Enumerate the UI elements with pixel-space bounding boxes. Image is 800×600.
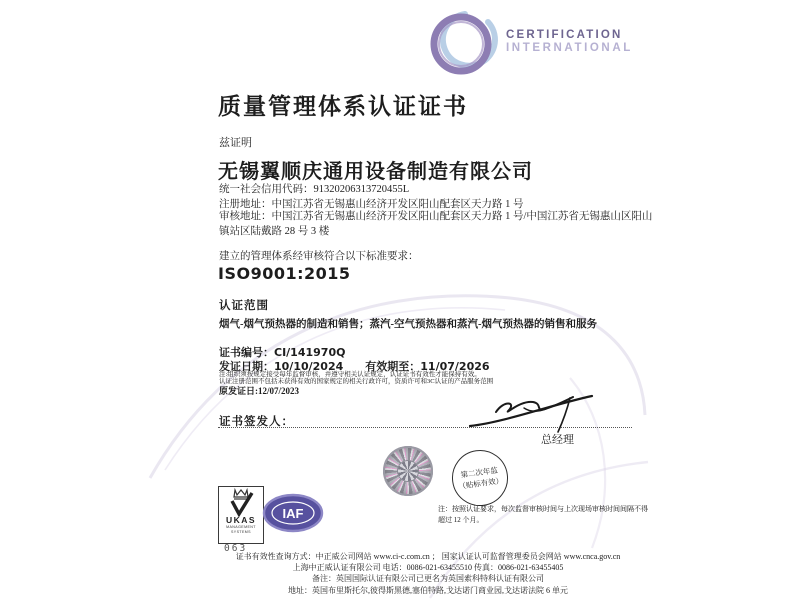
certificate-title: 质量管理体系认证证书 bbox=[218, 94, 468, 119]
cert-no-value: CI/141970Q bbox=[274, 346, 346, 359]
iaf-badge bbox=[262, 493, 324, 533]
hologram-core bbox=[398, 461, 418, 481]
stamp-line1: 第二次年监 bbox=[460, 465, 499, 480]
signer-title: 总经理 bbox=[541, 434, 574, 446]
hologram-sticker-icon bbox=[383, 446, 433, 496]
ukas-crown-check-icon bbox=[224, 487, 258, 517]
supervision-stamp bbox=[448, 446, 511, 509]
issue-date-value: 10/10/2024 bbox=[274, 360, 344, 373]
ukas-sub2: SYSTEMS bbox=[231, 529, 251, 534]
standard-intro: 建立的管理体系经审核符合以下标准要求： bbox=[219, 251, 419, 262]
cert-no-label: 证书编号： bbox=[219, 347, 274, 359]
issue-date-label: 发证日期： bbox=[219, 361, 274, 373]
scope-label: 认证范围 bbox=[219, 300, 269, 312]
credit-code: 统一社会信用代码：91320206313720455L bbox=[219, 184, 410, 195]
logo-line2: INTERNATIONAL bbox=[506, 42, 633, 54]
ukas-badge bbox=[218, 486, 264, 544]
scope-text: 烟气-烟气预热器的制造和销售；蒸汽-空气预热器和蒸汽-烟气预热器的销售和服务 bbox=[219, 319, 597, 330]
ukas-sub1: MANAGEMENT bbox=[226, 525, 256, 529]
ci-logo-ring-icon bbox=[425, 6, 515, 78]
signature-handwriting bbox=[466, 388, 602, 434]
expiry-label: 有效期至： bbox=[365, 361, 421, 373]
ukas-name: UKAS bbox=[225, 515, 257, 525]
certify-label: 兹证明 bbox=[219, 137, 252, 149]
logo-line1: CERTIFICATION bbox=[506, 29, 623, 41]
company-name: 无锡翼顺庆通用设备制造有限公司 bbox=[218, 161, 533, 183]
stamp-line2: （贴标有效） bbox=[457, 475, 504, 492]
footer-block bbox=[148, 551, 708, 596]
issuer-label: 证书签发人： bbox=[219, 416, 294, 428]
ukas-number: 063 bbox=[224, 543, 248, 554]
footer-line-3: 备注：英国国际认证有限公司已更名为英国索科特科认证有限公司 bbox=[312, 574, 544, 584]
iaf-text: IAF bbox=[282, 506, 304, 521]
stamp-note bbox=[438, 504, 648, 525]
footer-line-1: 证书有效性查询方式：中正威公司网站 www.ci-c.com.cn ； 国家认证认可监督管理委员会网站 www.cnca.gov.cn bbox=[235, 552, 621, 561]
stamp-note-line1: 注：按照认证要求，每次监督审核时间与上次现场审核时间间隔不得 bbox=[438, 505, 648, 513]
footer-line-2: 上海中正威认证有限公司 电话：0086-021-63455510 传真：0086-021-63455405 bbox=[292, 563, 564, 573]
expiry-value: 11/07/2026 bbox=[420, 360, 490, 373]
stamp-note-line2: 超过 12 个月。 bbox=[438, 515, 484, 524]
cert-note-1: 注:组织须按规定接受每年监督审核，并遵守相关认证规定，认证证书有效性才能保持有效。 bbox=[219, 371, 481, 378]
cert-note-2: 认证注册范围不包括未获得有效的国家规定的相关行政许可，资质许可和3C认证的产品服务范围 bbox=[219, 378, 494, 385]
standard-code: ISO9001:2015 bbox=[218, 264, 351, 283]
audit-address: 审核地址：中国江苏省无锡惠山经济开发区阳山配套区天力路 1 号/中国江苏省无锡惠山区阳山镇站区陆戴路 28 号 3 楼 bbox=[219, 211, 653, 237]
registered-address: 注册地址：中国江苏省无锡惠山经济开发区阳山配套区天力路 1 号 bbox=[219, 199, 524, 210]
original-issue-date: 原发证日:12/07/2023 bbox=[219, 386, 299, 396]
footer-line-4: 地址：英国布里斯托尔,彼得斯黑德,塞伯特路,戈达诺门商业园,戈达诺法院 6 单元 bbox=[288, 585, 568, 595]
ci-logo bbox=[425, 6, 655, 78]
